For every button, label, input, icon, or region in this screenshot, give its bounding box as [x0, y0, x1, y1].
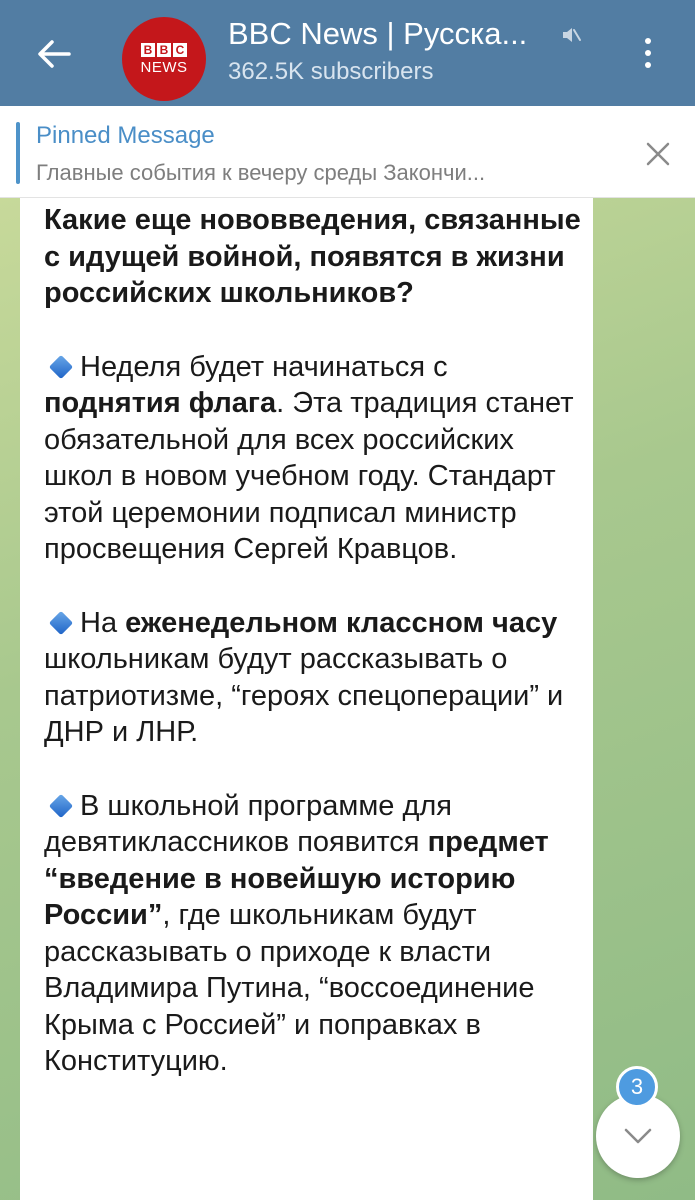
more-vertical-icon	[645, 38, 651, 44]
blue-diamond-icon	[49, 610, 73, 634]
pinned-title: Pinned Message	[36, 122, 215, 149]
message-paragraph-1: Неделя будет начинаться с поднятия флага. Эта традиция станет обязательной для всех российских школ в новом учебном году. Стандарт этой церемонии подписал министр просвещения Сергей Кравцов.	[44, 350, 574, 565]
pinned-text: Главные события к вечеру среды Закончи...	[36, 160, 486, 185]
blue-diamond-icon	[49, 354, 73, 378]
chat-header	[0, 0, 695, 106]
channel-title[interactable]: BBC News | Русска...	[228, 16, 528, 51]
pinned-message-bar[interactable]	[0, 106, 695, 198]
message-text	[44, 202, 584, 1080]
close-icon[interactable]	[638, 134, 678, 174]
message-bubble[interactable]	[20, 198, 593, 1200]
more-menu-button[interactable]	[628, 28, 668, 78]
back-arrow-icon	[37, 39, 71, 69]
pinned-indicator	[16, 122, 20, 184]
message-paragraph-2: На еженедельном классном часу школьникам будут рассказывать о патриотизме, “героях спецоперации” и ДНР и ЛНР.	[44, 606, 564, 748]
unread-count-badge: 3	[616, 1066, 658, 1108]
message-heading: Какие еще нововведения, связанные с идущей войной, появятся в жизни российских школьников?	[44, 204, 581, 309]
channel-avatar[interactable]: B B C NEWS	[122, 17, 206, 101]
back-button[interactable]	[28, 28, 80, 80]
chevron-down-icon	[623, 1127, 653, 1145]
mute-icon	[560, 24, 582, 46]
blue-diamond-icon	[49, 793, 73, 817]
subscriber-count: 362.5K subscribers	[228, 58, 434, 85]
message-paragraph-3: В школьной программе для девятиклассников появится предмет “введение в новейшую историю России”, где школьникам будут рассказывать о приходе к власти Владимира Путина, “воссоединение Крыма с Россией” и поправках в Конституцию.	[44, 789, 549, 1077]
bbc-logo: B B C	[141, 43, 187, 57]
